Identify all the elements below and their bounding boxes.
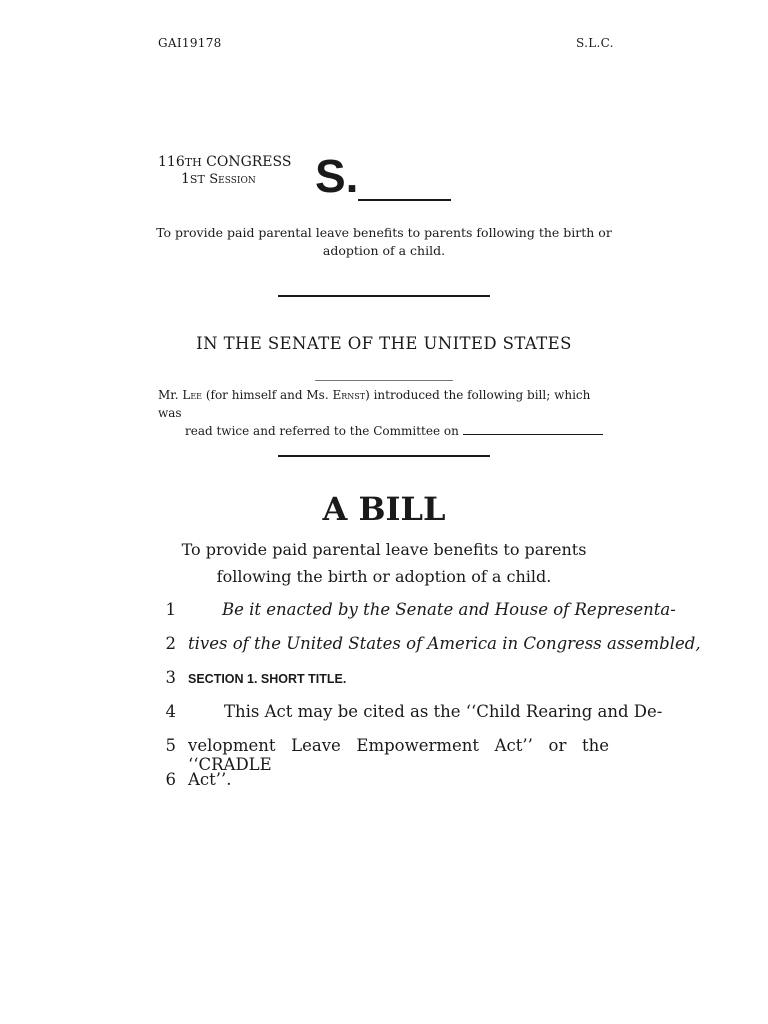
session-number: 1ST Session [181,171,256,187]
bill-line [0,770,768,804]
committee-blank [463,424,603,435]
divider-rule [278,295,490,297]
line-number: 2 [165,634,176,653]
bill-line [0,668,768,702]
line-number: 3 [165,668,176,687]
introduction-line-2: read twice and referred to the Committee on [158,422,613,440]
bill-text: This Act may be cited as the ‘‘Child Rearing and De- [224,702,663,721]
congress-number: 116TH CONGRESS [158,154,292,170]
sponsor-name: Lee [182,388,202,402]
section-heading: SECTION 1. SHORT TITLE. [188,672,347,686]
bill-designation: S. [315,150,359,202]
introduction-statement [158,386,613,440]
bill-number-blank [358,199,451,201]
date-blank-line [315,380,453,381]
bill-text: velopment Leave Empowerment Act’’ or the ‘‘CRADLE [188,736,609,774]
chamber-heading: IN THE SENATE OF THE UNITED STATES [196,334,572,353]
bill-heading: A BILL [322,490,446,528]
bill-line [0,702,768,736]
bill-line [0,600,768,634]
divider-rule [278,455,490,457]
enacting-clause: Be it enacted by the Senate and House of Representa- [222,600,676,619]
short-purpose: To provide paid parental leave benefits to parents following the birth or adoption of a child. [156,225,612,258]
long-purpose: To provide paid parental leave benefits to parents following the birth or adoption of a child. [181,540,587,586]
office-code: S.L.C. [576,36,614,50]
bill-text: Act’’. [188,770,232,789]
document-id: GAI19178 [158,36,222,50]
bill-line [0,736,768,774]
enacting-clause: tives of the United States of America in Congress assembled, [188,634,701,653]
line-number: 6 [165,770,176,789]
cosponsor-name: Ernst [332,388,366,402]
line-number: 1 [165,600,176,619]
introduction-line-1: Mr. Lee (for himself and Ms. Ernst) introduced the following bill; which was [158,388,591,420]
congress-session [158,154,291,188]
bill-line [0,634,768,668]
line-number: 4 [165,702,176,721]
line-number: 5 [165,736,176,755]
